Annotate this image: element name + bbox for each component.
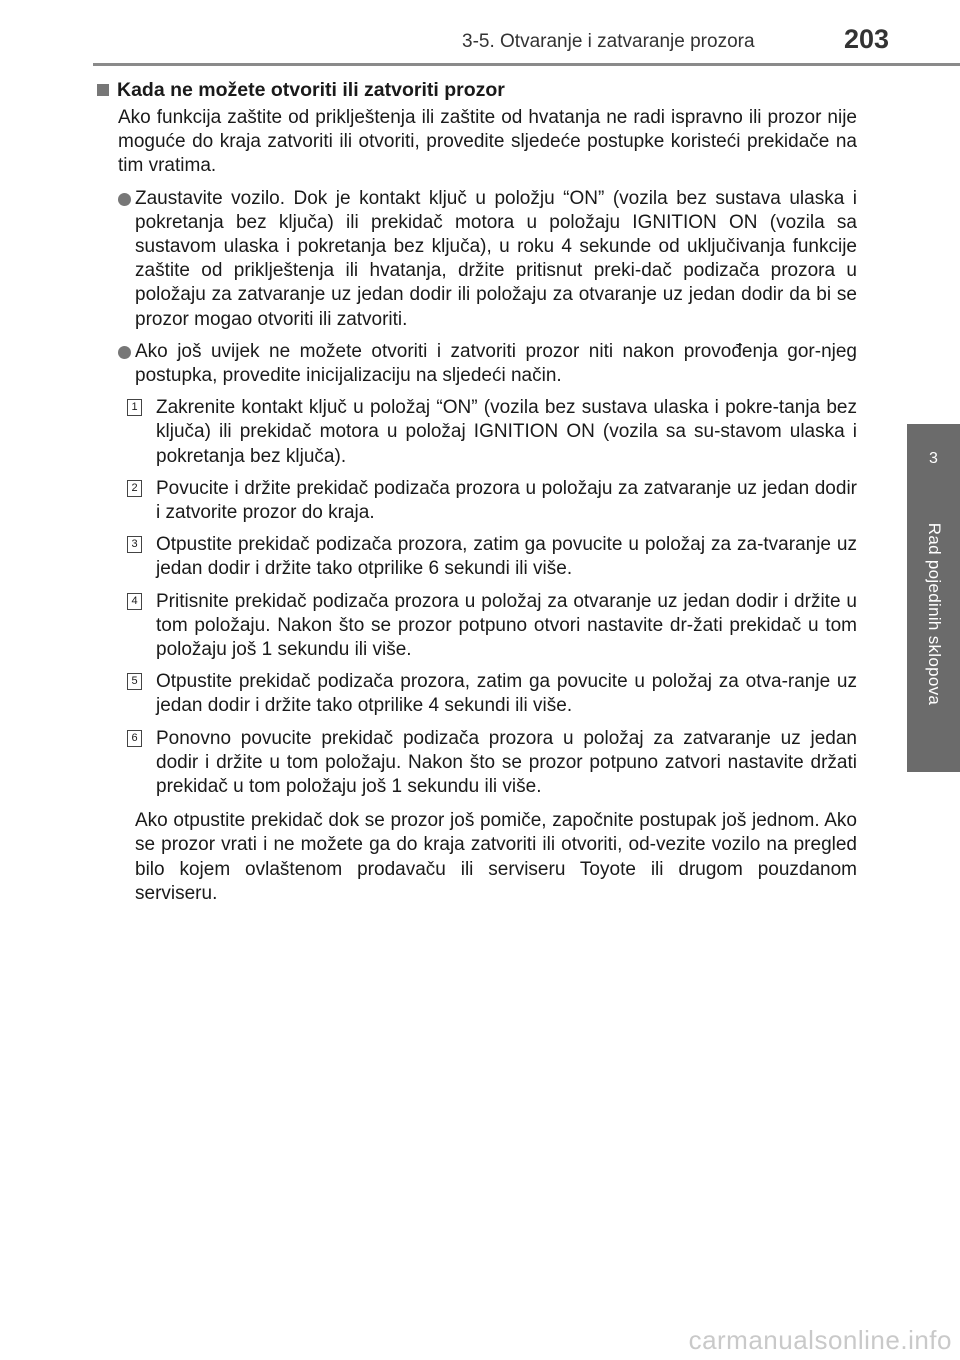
chapter-side-tab <box>907 424 960 772</box>
chapter-label: Rad pojedinih sklopova <box>924 522 944 706</box>
square-bullet-icon <box>97 84 109 96</box>
step-number-box: 5 <box>127 673 142 690</box>
chapter-number: 3 <box>929 450 938 467</box>
step-number-box: 3 <box>127 536 142 553</box>
section-heading <box>97 78 857 102</box>
step-item <box>131 590 857 663</box>
step-item <box>131 477 857 525</box>
intro-paragraph: Ako funkcija zaštite od priklještenja ili zaštite od hvatanja ne radi ispravno ili prozor nije moguće do kraja zatvoriti ili otvoriti, provedite sljedeće postupke koristeći prekidače na tim vratima. <box>118 107 857 177</box>
step-number-box: 2 <box>127 480 142 497</box>
watermark: carmanualsonline.info <box>688 1325 952 1355</box>
step-number-box: 6 <box>127 730 142 747</box>
bullet-item <box>135 340 857 388</box>
step-text: Povucite i držite prekidač podizača prozora u položaju za zatvaranje uz jedan dodir i zatvorite prozor do kraja. <box>156 477 857 524</box>
step-text: Pritisnite prekidač podizača prozora u položaj za otvaranje uz jedan dodir i držite u tom položaju. Nakon što se prozor potpuno otvori nastavite dr-žati prekidač u tom položaju još 1 sekundu ili više. <box>156 590 857 661</box>
bullet-item <box>135 187 857 332</box>
step-number-box: 1 <box>127 399 142 416</box>
step-number-box: 4 <box>127 593 142 610</box>
step-text: Otpustite prekidač podizača prozora, zatim ga povucite u položaj za za-tvaranje uz jedan dodir i držite tako otprilike 6 sekundi ili više. <box>156 534 857 580</box>
step-item <box>131 727 857 800</box>
header-divider <box>93 63 960 66</box>
bullet-text: Zaustavite vozilo. Dok je kontakt ključ u položju “ON” (vozila bez sustava ulaska i pokretanja bez ključa) ili prekidač motora u položaju IGNITION ON (vozila sa sustavom ulaska i pokretanja bez ključa), u roku 4 sekunde od uključivanja funkcije zaštite od priklještenja ili hvatanja, držite pritisnut preki-dač podizača prozora u položaju za zatvaranje uz jedan dodir ili položaju za otvaranje uz jedan dodir da bi se prozor mogao otvoriti ili zatvoriti. <box>135 187 857 330</box>
step-text: Ponovno povucite prekidač podizača prozora u položaj za zatvaranje uz jedan dodir i držite u tom položaju. Nakon što se prozor potpuno zatvori nastavite držati prekidač u tom položaju još 1 sekundu ili više. <box>156 727 857 798</box>
round-bullet-icon <box>118 346 131 359</box>
section-heading-text: Kada ne možete otvoriti ili zatvoriti prozor <box>117 79 505 101</box>
step-text: Zakrenite kontakt ključ u položaj “ON” (vozila bez sustava ulaska i pokre-tanja bez ključa) ili prekidač motora u položaj IGNITION ON (vozila sa su-stavom ulaska i pokretanja bez ključa). <box>156 397 857 467</box>
round-bullet-icon <box>118 193 131 206</box>
header-title: 3-5. Otvaranje i zatvaranje prozora <box>462 31 755 52</box>
bullet-text: Ako još uvijek ne možete otvoriti i zatvoriti prozor niti nakon provođenja gor-njeg postupka, provedite inicijalizaciju na sljedeći način. <box>135 340 857 387</box>
step-item <box>131 670 857 718</box>
page-number: 203 <box>844 24 890 54</box>
step-item <box>131 533 857 581</box>
main-content <box>97 78 857 906</box>
step-item <box>131 396 857 469</box>
step-text: Otpustite prekidač podizača prozora, zatim ga povucite u položaj za otva-ranje uz jedan dodir i držite tako otprilike 4 sekundi ili više. <box>156 671 857 717</box>
closing-paragraph: Ako otpustite prekidač dok se prozor još pomiče, započnite postupak još jednom. Ako se prozor vrati i ne možete ga do kraja zatvoriti ili otvoriti, od-vezite vozilo na pregled bilo kojem ovlaštenom prodavaču ili serviseru Toyote ili drugom pouzdanom serviseru. <box>135 810 857 904</box>
